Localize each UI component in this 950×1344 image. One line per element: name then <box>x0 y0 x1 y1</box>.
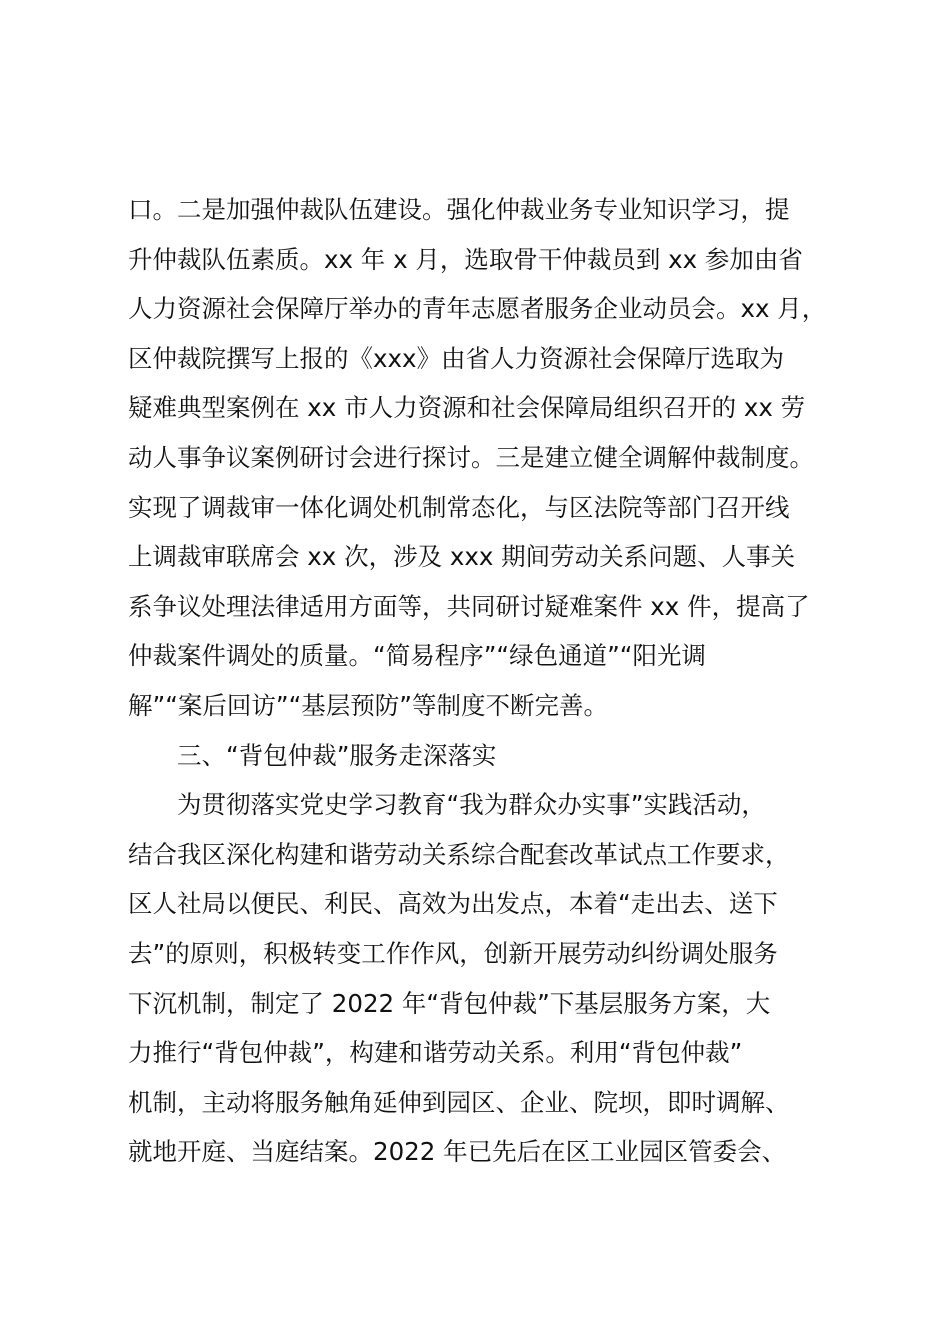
body-line: 口。二是加强仲裁队伍建设。强化仲裁业务专业知识学习，提 <box>128 195 790 224</box>
paragraph-line: 去”的原则，积极转变工作作风，创新开展劳动纠纷调处服务 <box>128 938 778 968</box>
paragraph-line: 区人社局以便民、利民、高效为出发点，本着“走出去、送下 <box>128 889 778 919</box>
body-line: 实现了调裁审一体化调处机制常态化，与区法院等部门召开线 <box>128 492 790 522</box>
section-heading: 三、“背包仲裁”服务走深落实 <box>177 740 497 770</box>
body-line: 动人事争议案例研讨会进行探讨。三是建立健全调解仲裁制度。 <box>128 442 814 472</box>
body-line: 系争议处理法律适用方面等，共同研讨疑难案件 xx 件，提高了 <box>128 591 810 621</box>
body-line: 解”“案后回访”“基层预防”等制度不断完善。 <box>128 690 608 720</box>
body-line: 区仲裁院撰写上报的《xxx》由省人力资源社会保障厅选取为 <box>128 343 784 373</box>
paragraph-line: 机制，主动将服务触角延伸到园区、企业、院坝，即时调解、 <box>128 1087 790 1117</box>
body-line: 疑难典型案例在 xx 市人力资源和社会保障局组织召开的 xx 劳 <box>128 393 806 423</box>
body-line: 仲裁案件调处的质量。“简易程序”“绿色通道”“阳光调 <box>128 641 706 671</box>
paragraph-line: 为贯彻落实党史学习教育“我为群众办实事”实践活动， <box>177 790 766 820</box>
paragraph-line: 下沉机制，制定了 2022 年“背包仲裁”下基层服务方案，大 <box>128 988 771 1018</box>
paragraph-line: 力推行“背包仲裁”，构建和谐劳动关系。利用“背包仲裁” <box>128 1038 743 1068</box>
body-line: 上调裁审联席会 xx 次，涉及 xxx 期间劳动关系问题、人事关 <box>128 542 796 572</box>
document-body <box>128 185 856 1177</box>
body-line: 升仲裁队伍素质。xx 年 x 月，选取骨干仲裁员到 xx 参加由省 <box>128 244 803 274</box>
body-line: 人力资源社会保障厅举办的青年志愿者服务企业动员会。xx 月， <box>128 294 827 324</box>
paragraph-line: 结合我区深化构建和谐劳动关系综合配套改革试点工作要求， <box>128 839 790 869</box>
paragraph-line: 就地开庭、当庭结案。2022 年已先后在区工业园区管委会、 <box>128 1137 787 1167</box>
